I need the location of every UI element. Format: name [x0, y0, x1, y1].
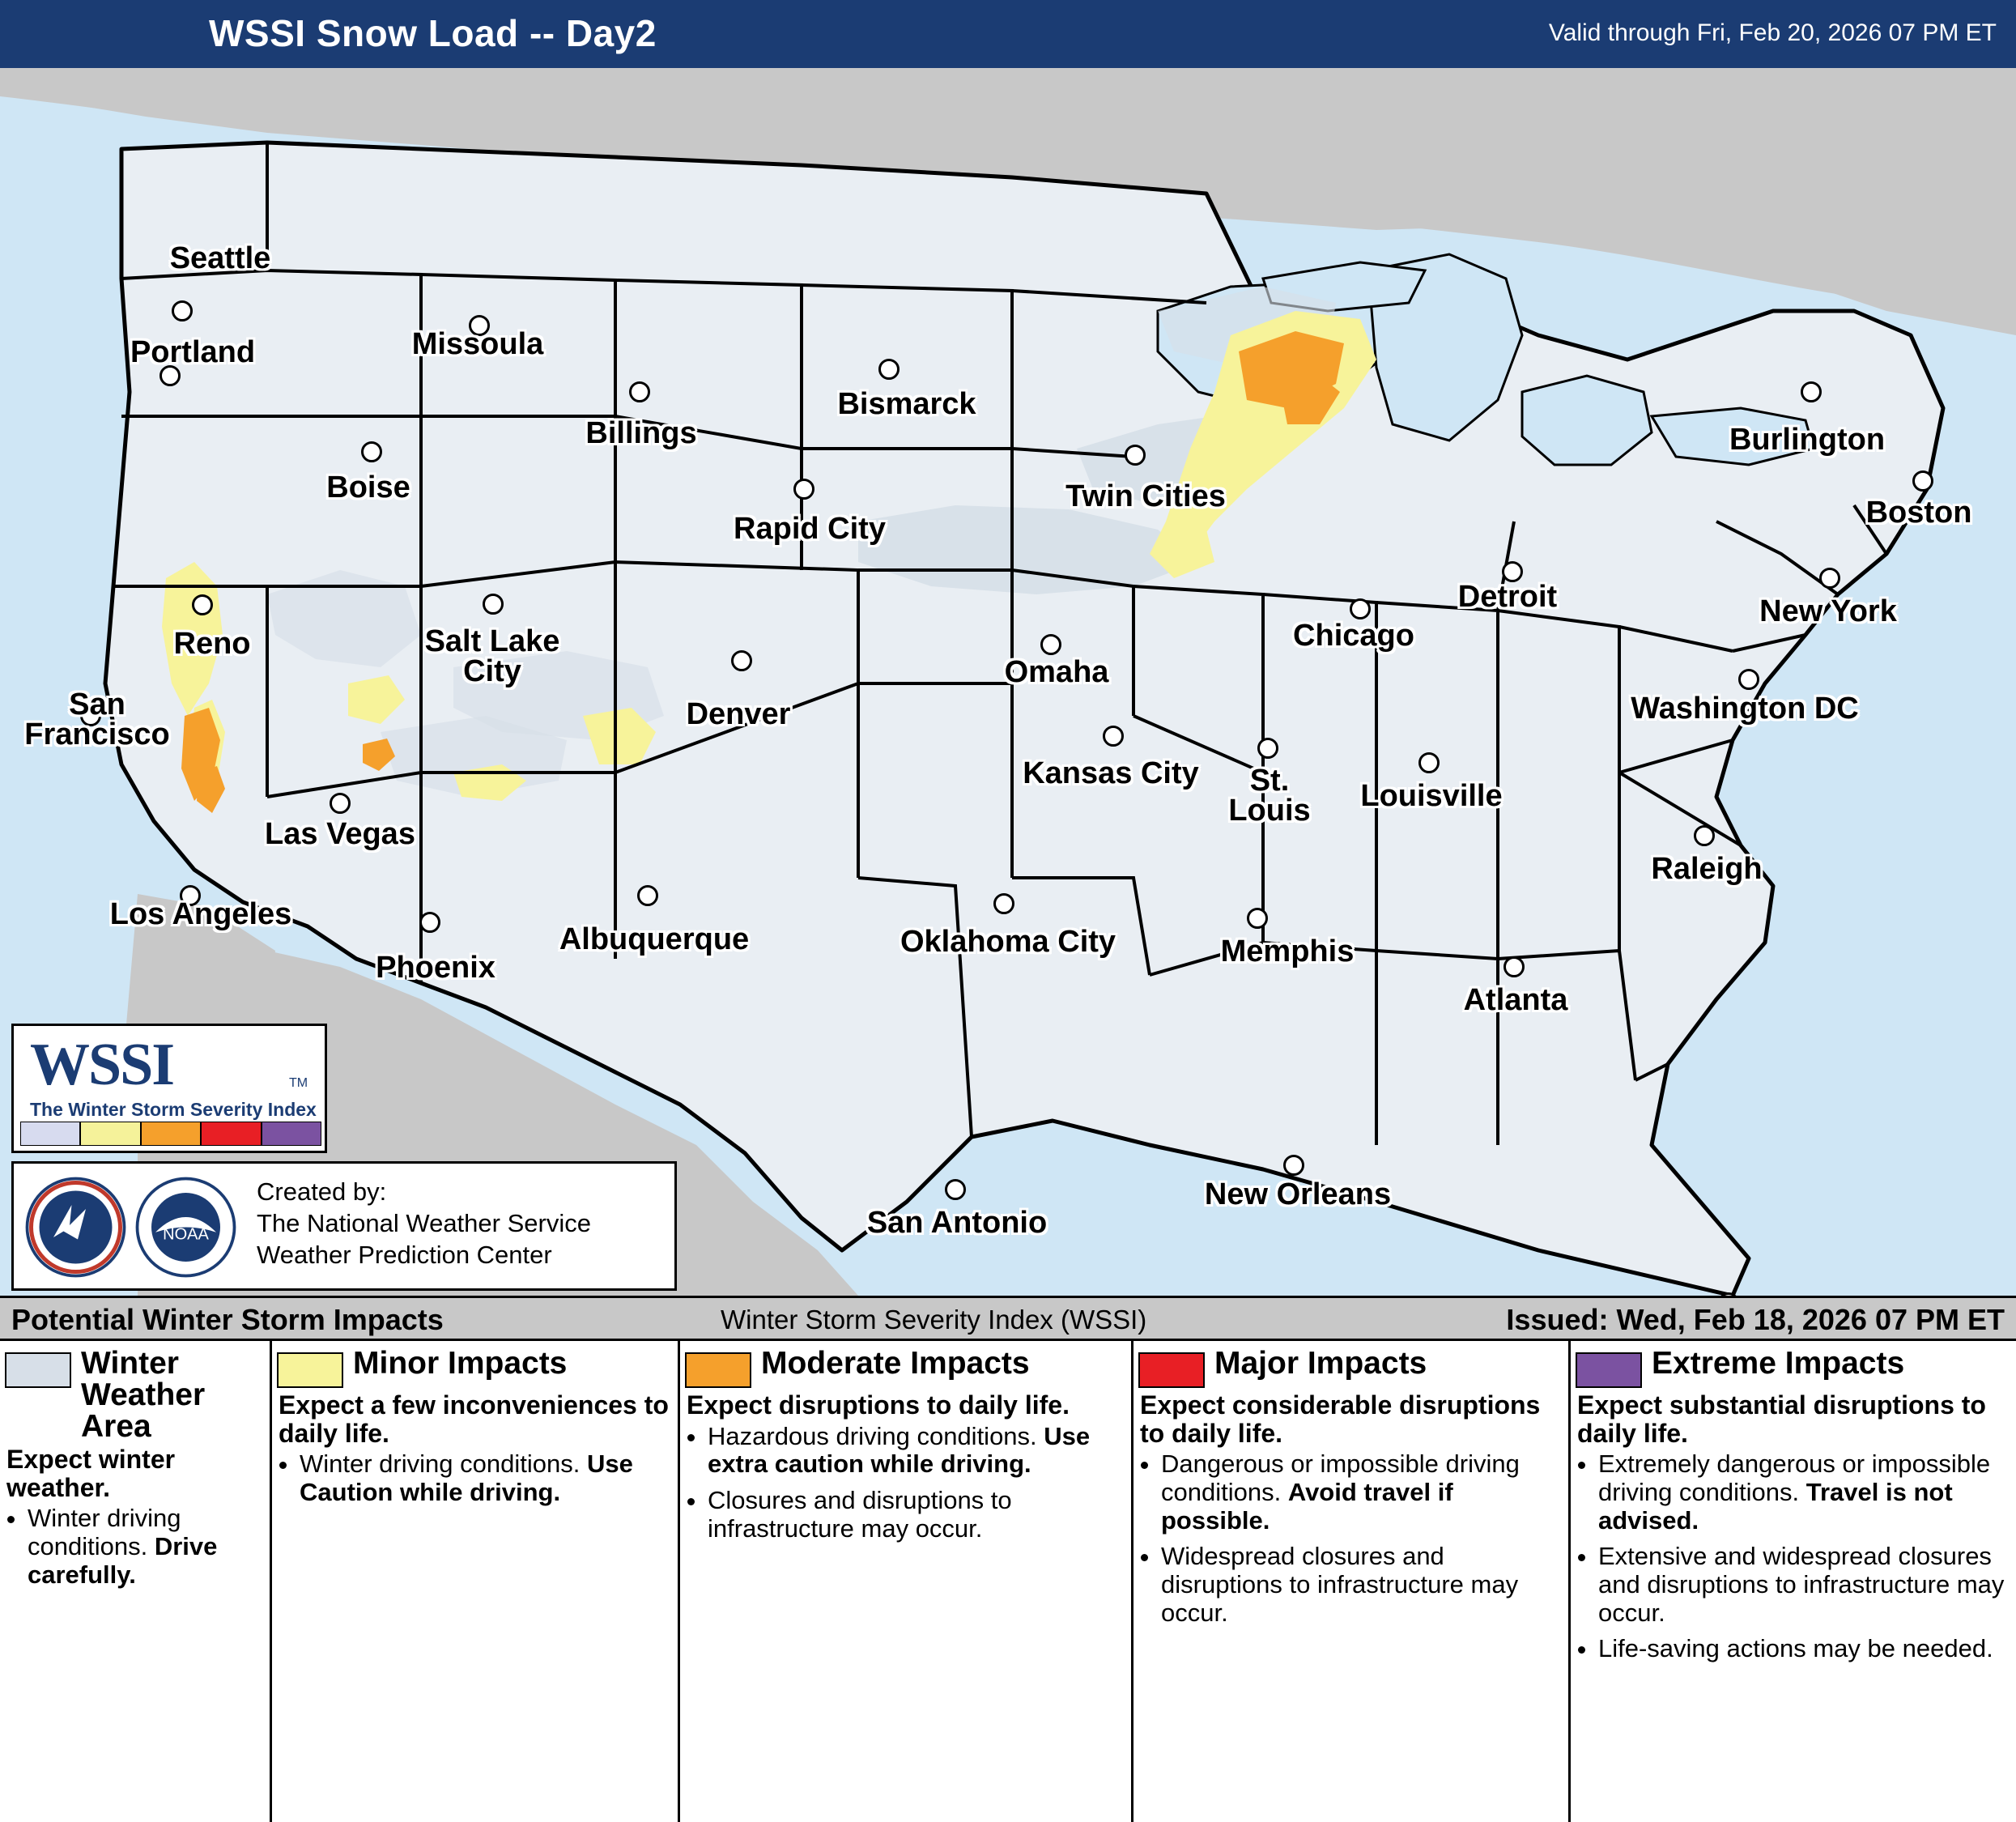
city-dot	[419, 912, 440, 933]
wssi-scale-swatch	[80, 1122, 140, 1146]
wssi-scale-swatch	[141, 1122, 201, 1146]
city-dot	[1418, 752, 1440, 773]
city-dot	[1125, 445, 1146, 466]
city-label: Omaha	[1004, 655, 1109, 689]
page-title: WSSI Snow Load -- Day2	[209, 12, 657, 54]
credit-box	[11, 1161, 677, 1291]
city-dot	[1103, 726, 1124, 747]
city-dot	[1912, 470, 1933, 492]
legend-bullet: • Extremely dangerous or impossible driving conditions. Travel is not advised.	[1598, 1450, 2010, 1535]
city-dot	[1350, 598, 1371, 619]
city-label: Missoula	[411, 327, 544, 361]
city-dot	[483, 594, 504, 615]
wssi-trademark: TM	[289, 1076, 308, 1090]
city-dot	[793, 479, 814, 500]
city-dot	[1257, 738, 1278, 759]
legend-bullet: • Winter driving conditions. Use Caution while driving.	[300, 1450, 671, 1506]
legend-column	[1133, 1341, 1571, 1822]
city-label	[24, 690, 170, 750]
nws-seal-icon	[25, 1177, 126, 1278]
legend-column	[680, 1341, 1133, 1822]
city-dot	[1738, 669, 1759, 690]
city-dot	[1040, 634, 1061, 655]
city-label-line: Salt Lake	[424, 624, 560, 658]
city-label: New York	[1759, 594, 1897, 628]
city-label: Rapid City	[734, 512, 886, 546]
legend-bullet-list	[1133, 1450, 1568, 1627]
legend-header	[1133, 1341, 1568, 1388]
city-dot	[1694, 825, 1715, 846]
city-dot	[330, 793, 351, 814]
city-dot	[1247, 908, 1268, 929]
city-label: Seattle	[169, 241, 271, 275]
legend-column	[0, 1341, 272, 1822]
legend-color-swatch	[685, 1352, 751, 1388]
city-label: Burlington	[1729, 423, 1886, 457]
city-dot	[1503, 956, 1525, 977]
wssi-scale-swatch	[20, 1122, 80, 1146]
wssi-subtitle: The Winter Storm Severity Index	[30, 1099, 317, 1120]
issued-text: Issued: Wed, Feb 18, 2026 07 PM ET	[1506, 1303, 2005, 1336]
legend-lead-text: Expect a few inconveniences to daily life.	[279, 1390, 669, 1448]
city-label-line: San	[69, 688, 125, 722]
city-label: Denver	[686, 697, 791, 731]
city-dot	[192, 594, 213, 615]
city-dot	[1819, 568, 1840, 589]
city-dot	[878, 359, 900, 380]
legend-title: Extreme Impacts	[1652, 1346, 1905, 1381]
legend-bullet: • Winter driving conditions. Drive carefully.	[28, 1505, 263, 1589]
credit-text	[257, 1177, 591, 1271]
legend-bullet: • Closures and disruptions to infrastructure may occur.	[708, 1487, 1125, 1543]
city-label-line: City	[463, 654, 521, 689]
legend-header	[680, 1341, 1131, 1388]
city-dot	[1801, 381, 1822, 402]
city-dot	[629, 381, 650, 402]
wssi-color-scale	[20, 1122, 321, 1146]
legend-header	[272, 1341, 678, 1388]
city-label: Louisville	[1360, 779, 1503, 813]
legend-title: Winter Weather Area	[81, 1346, 206, 1444]
city-label: Chicago	[1293, 619, 1414, 653]
city-dot	[637, 885, 658, 906]
city-label: San Antonio	[866, 1206, 1048, 1240]
city-dot	[993, 893, 1014, 914]
legend-bullet: • Extensive and widespread closures and disruptions to infrastructure may occur.	[1598, 1543, 2010, 1627]
legend-column	[272, 1341, 680, 1822]
city-label: Memphis	[1220, 934, 1355, 968]
noaa-seal-icon	[135, 1177, 236, 1278]
credit-line-2: The National Weather Service	[257, 1208, 591, 1237]
city-dot	[731, 650, 752, 671]
city-label-line: Francisco	[24, 717, 170, 752]
map-canvas[interactable]	[0, 68, 2016, 1296]
city-label: Portland	[130, 335, 256, 369]
valid-through-text: Valid through Fri, Feb 20, 2026 07 PM ET	[1548, 19, 1997, 46]
legend-bullet-list	[1571, 1450, 2016, 1663]
impact-legend	[0, 1341, 2016, 1822]
svg-text:NOAA: NOAA	[163, 1225, 209, 1244]
city-dot	[361, 441, 382, 462]
legend-color-swatch	[277, 1352, 343, 1388]
city-label: Boise	[326, 470, 410, 504]
city-label: Albuquerque	[559, 922, 750, 956]
legend-bullet: • Life-saving actions may be needed.	[1598, 1635, 2010, 1663]
legend-header	[0, 1341, 270, 1442]
city-dot	[172, 300, 193, 321]
wssi-wordmark: WSSI	[30, 1032, 174, 1098]
legend-bullet-list	[0, 1505, 270, 1589]
wssi-scale-swatch	[262, 1122, 321, 1146]
city-label: Phoenix	[376, 951, 495, 985]
legend-color-swatch	[1576, 1352, 1642, 1388]
legend-bullet: • Dangerous or impossible driving conditions. Avoid travel if possible.	[1161, 1450, 1562, 1535]
city-label	[1228, 766, 1310, 826]
impacts-bar-subtitle: Winter Storm Severity Index (WSSI)	[721, 1305, 1147, 1335]
legend-lead-text: Expect substantial disruptions to daily life.	[1577, 1390, 1986, 1448]
legend-lead-text: Expect winter weather.	[6, 1445, 176, 1502]
city-label: Reno	[173, 627, 251, 661]
legend-bullet-list	[272, 1450, 678, 1506]
city-label: Las Vegas	[265, 817, 415, 851]
legend-color-swatch	[5, 1352, 71, 1388]
city-label-line: Louis	[1228, 794, 1311, 828]
city-label	[424, 624, 560, 689]
city-label: Bismarck	[837, 387, 976, 421]
city-label: Kansas City	[1023, 756, 1199, 790]
city-dot	[945, 1179, 966, 1200]
city-label: Boston	[1865, 496, 1972, 530]
credit-line-1: Created by:	[257, 1177, 387, 1206]
legend-column	[1571, 1341, 2016, 1822]
legend-title: Moderate Impacts	[761, 1346, 1030, 1381]
legend-lead-text: Expect disruptions to daily life.	[687, 1390, 1070, 1420]
legend-title: Major Impacts	[1214, 1346, 1427, 1381]
city-label: Twin Cities	[1065, 479, 1226, 513]
city-label: Detroit	[1457, 580, 1558, 614]
city-label: Atlanta	[1463, 983, 1568, 1017]
legend-lead-text: Expect considerable disruptions to daily life.	[1140, 1390, 1541, 1448]
credit-line-3: Weather Prediction Center	[257, 1240, 552, 1269]
legend-bullet-list	[680, 1423, 1131, 1543]
legend-bullet: • Widespread closures and disruptions to infrastructure may occur.	[1161, 1543, 1562, 1627]
legend-color-swatch	[1138, 1352, 1205, 1388]
wssi-scale-swatch	[201, 1122, 261, 1146]
legend-title: Minor Impacts	[353, 1346, 568, 1381]
city-label: New Orleans	[1204, 1177, 1392, 1211]
impacts-bar	[0, 1296, 2016, 1341]
city-label: Raleigh	[1651, 852, 1763, 886]
city-label: Billings	[585, 416, 697, 450]
city-label-line: St.	[1249, 764, 1290, 798]
legend-bullet: • Hazardous driving conditions. Use extra caution while driving.	[708, 1423, 1125, 1479]
city-label: Los Angeles	[109, 897, 292, 931]
impacts-bar-title: Potential Winter Storm Impacts	[11, 1303, 444, 1336]
city-label: Oklahoma City	[900, 925, 1116, 959]
city-label: Washington DC	[1631, 692, 1859, 726]
wssi-logo	[11, 1024, 327, 1153]
city-dot	[1283, 1155, 1304, 1176]
legend-header	[1571, 1341, 2016, 1388]
page-header	[0, 0, 2016, 68]
